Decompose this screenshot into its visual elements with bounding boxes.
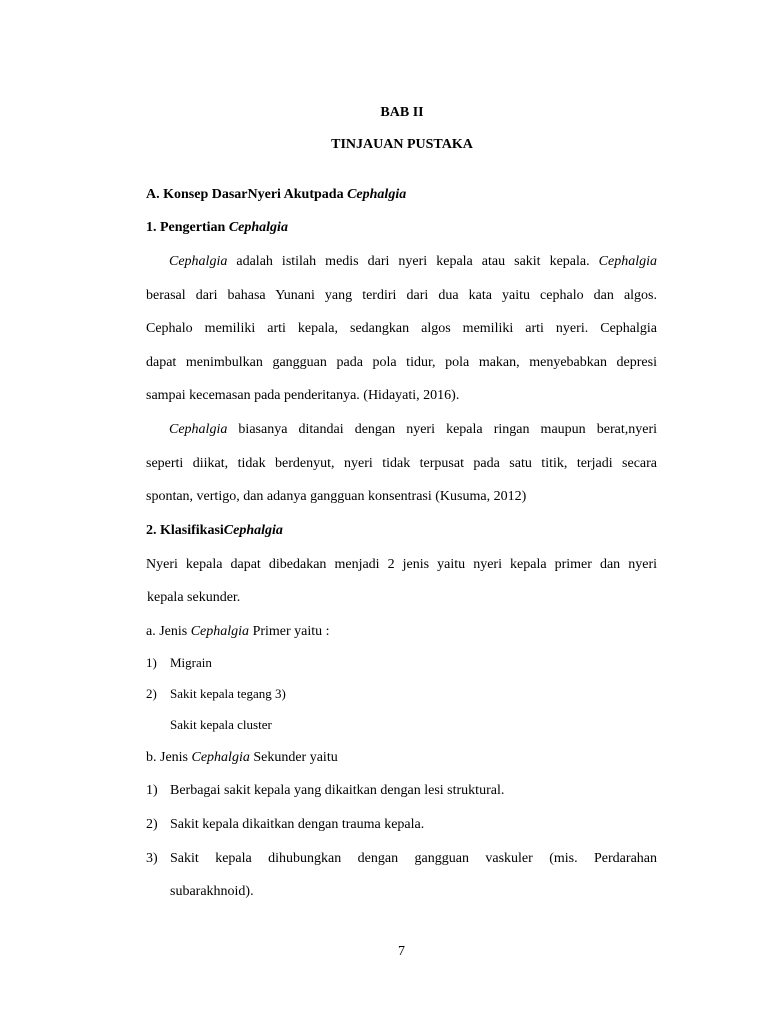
primary-heading: a. Jenis Cephalgia Primer yaitu :: [146, 624, 330, 639]
para1-line3: Cephalo memiliki arti kepala, sedangkan algos memiliki arti nyeri. Cephalgia: [146, 321, 657, 336]
para1-line4: dapat menimbulkan gangguan pada pola tidur, pola makan, menyebabkan depresi: [146, 355, 657, 370]
list-item-continuation: subarakhnoid).: [170, 884, 254, 899]
list-item: 2) Sakit kepala tegang 3): [146, 686, 286, 701]
secondary-heading: b. Jenis Cephalgia Sekunder yaitu: [146, 750, 338, 765]
para2-line1: Cephalgia biasanya ditandai dengan nyeri kepala ringan maupun berat,nyeri: [169, 422, 657, 437]
chapter-title: TINJAUAN PUSTAKA: [331, 137, 473, 152]
chapter-number: BAB II: [380, 105, 424, 120]
para1-line2: berasal dari bahasa Yunani yang terdiri dari dua kata yaitu cephalo dan algos.: [146, 288, 657, 303]
para1-line1: Cephalgia adalah istilah medis dari nyeri kepala atau sakit kepala. Cephalgia: [169, 254, 657, 269]
page-number: 7: [398, 944, 405, 959]
subsection-2-heading: 2. KlasifikasiCephalgia: [146, 523, 283, 538]
para1-line5: sampai kecemasan pada penderitanya. (Hidayati, 2016).: [146, 388, 460, 403]
para2-line2: seperti diikat, tidak berdenyut, nyeri tidak terpusat pada satu titik, terjadi secara: [146, 456, 657, 471]
section-a-heading: A. Konsep DasarNyeri Akutpada Cephalgia: [146, 187, 407, 202]
subsection-1-heading: 1. Pengertian Cephalgia: [146, 220, 288, 235]
list-item: 2) Sakit kepala dikaitkan dengan trauma kepala.: [146, 817, 425, 832]
para2-line3: spontan, vertigo, dan adanya gangguan konsentrasi (Kusuma, 2012): [146, 489, 527, 504]
para3-line2: kepala sekunder.: [147, 590, 241, 605]
para3-line1: Nyeri kepala dapat dibedakan menjadi 2 jenis yaitu nyeri kepala primer dan nyeri: [146, 557, 657, 572]
list-item-continuation: Sakit kepala cluster: [170, 717, 272, 732]
list-item: 1) Berbagai sakit kepala yang dikaitkan dengan lesi struktural.: [146, 783, 505, 798]
list-item: 1) Migrain: [146, 655, 212, 670]
list-item: 3) Sakit kepala dihubungkan dengan gangguan vaskuler (mis. Perdarahan: [146, 851, 657, 866]
